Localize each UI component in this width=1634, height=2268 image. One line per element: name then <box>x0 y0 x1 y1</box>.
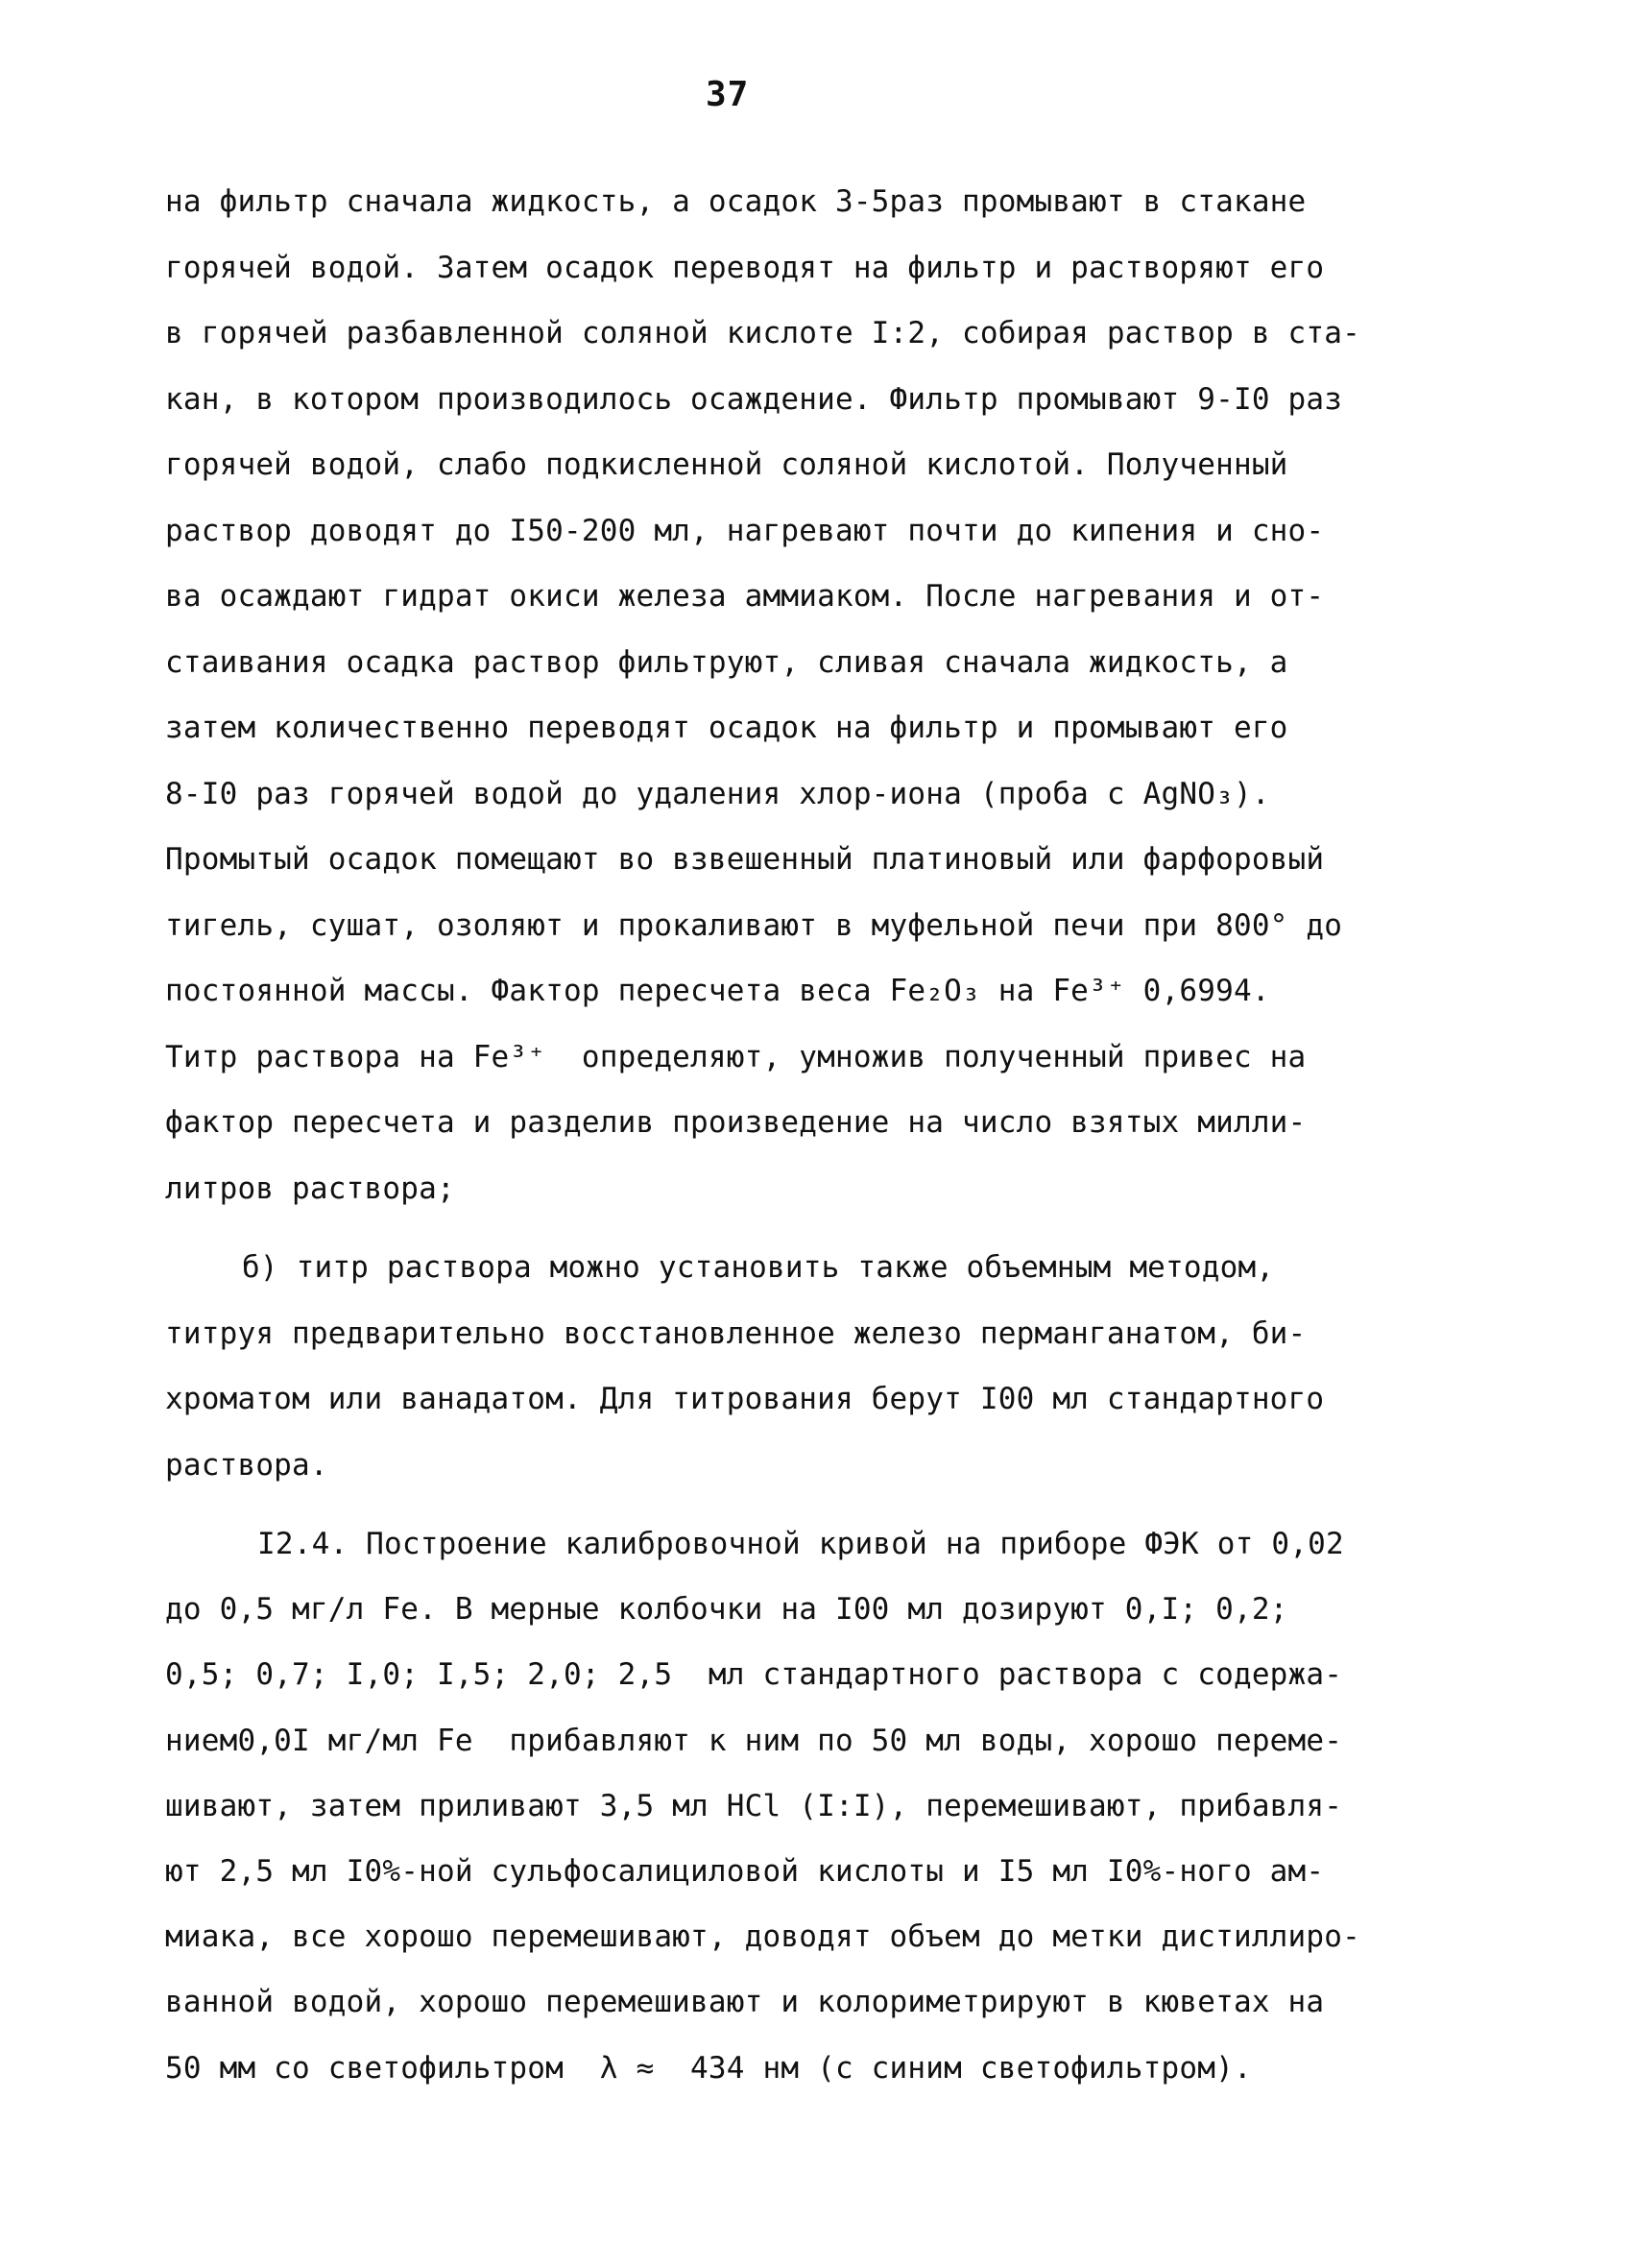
text-line: тигель, сушат, озоляют и прокаливают в муфельной печи при 800° до <box>165 907 1343 943</box>
text-line: ванной водой, хорошо перемешивают и колориметрируют в кюветах на <box>165 1985 1325 2020</box>
text-line: горячей водой. Затем осадок переводят на фильтр и растворяют его <box>165 250 1325 285</box>
text-line: раствор доводят до I50-200 мл, нагревают почти до кипения и сно- <box>165 513 1325 548</box>
text-line: миака, все хорошо перемешивают, доводят объем до метки дистиллиро- <box>165 1919 1360 1955</box>
text-line: ют 2,5 мл I0%-ной сульфосалициловой кислоты и I5 мл I0%-ного ам- <box>165 1853 1325 1889</box>
text-line: кан, в котором производилось осаждение. Фильтр промывают 9-I0 раз <box>165 381 1343 417</box>
text-line: I2.4. Построение калибровочной кривой на приборе ФЭК от 0,02 <box>257 1527 1344 1561</box>
text-line: стаивания осадка раствор фильтруют, сливая сначала жидкость, а <box>165 644 1288 680</box>
text-line: 0,5; 0,7; I,0; I,5; 2,0; 2,5 мл стандартного раствора с содержа- <box>165 1657 1343 1693</box>
text-line: Титр раствора на Fe³⁺ определяют, умножив полученный привес на <box>165 1039 1307 1074</box>
document-body <box>165 169 1480 2101</box>
text-line: хроматом или ванадатом. Для титрования берут I00 мл стандартного <box>165 1382 1325 1416</box>
text-line: шивают, затем приливают 3,5 мл HCl (I:I), перемешивают, прибавля- <box>165 1788 1343 1823</box>
text-line: ва осаждают гидрат окиси железа аммиаком. После нагревания и от- <box>165 579 1325 614</box>
text-line: Промытый осадок помещают во взвешенный платиновый или фарфоровый <box>165 842 1325 877</box>
text-line: постоянной массы. Фактор пересчета веса Fe₂O₃ на Fe³⁺ 0,6994. <box>165 974 1270 1008</box>
text-line: до 0,5 мг/л Fe. В мерные колбочки на I00 мл дозируют 0,I; 0,2; <box>165 1592 1288 1628</box>
text-line: на фильтр сначала жидкость, а осадок 3-5раз промывают в стакане <box>165 184 1307 219</box>
text-line: затем количественно переводят осадок на фильтр и промывают его <box>165 711 1288 745</box>
text-line: титруя предварительно восстановленное железо перманганатом, би- <box>165 1315 1307 1351</box>
text-line: нием0,0I мг/мл Fe прибавляют к ним по 50 мл воды, хорошо переме- <box>165 1723 1343 1758</box>
text-line: в горячей разбавленной соляной кислоте I:2, собирая раствор в ста- <box>165 316 1360 350</box>
text-line: 50 мм со светофильтром λ ≈ 434 нм (с синим светофильтром). <box>165 2050 1252 2086</box>
page-number: 37 <box>706 75 750 114</box>
text-line: фактор пересчета и разделив произведение на число взятых милли- <box>165 1105 1307 1140</box>
text-line: б) титр раствора можно установить также объемным методом, <box>242 1250 1275 1285</box>
paragraph-1 <box>165 169 1480 1221</box>
paragraph-2 <box>165 1235 1480 1498</box>
text-line: горячей водой, слабо подкисленной соляной кислотой. Полученный <box>165 447 1288 482</box>
text-line: литров раствора; <box>165 1170 455 1206</box>
text-line: раствора. <box>165 1447 328 1483</box>
text-line: 8-I0 раз горячей водой до удаления хлор-иона (проба с AgNO₃). <box>165 776 1270 811</box>
paragraph-3 <box>165 1511 1480 2101</box>
